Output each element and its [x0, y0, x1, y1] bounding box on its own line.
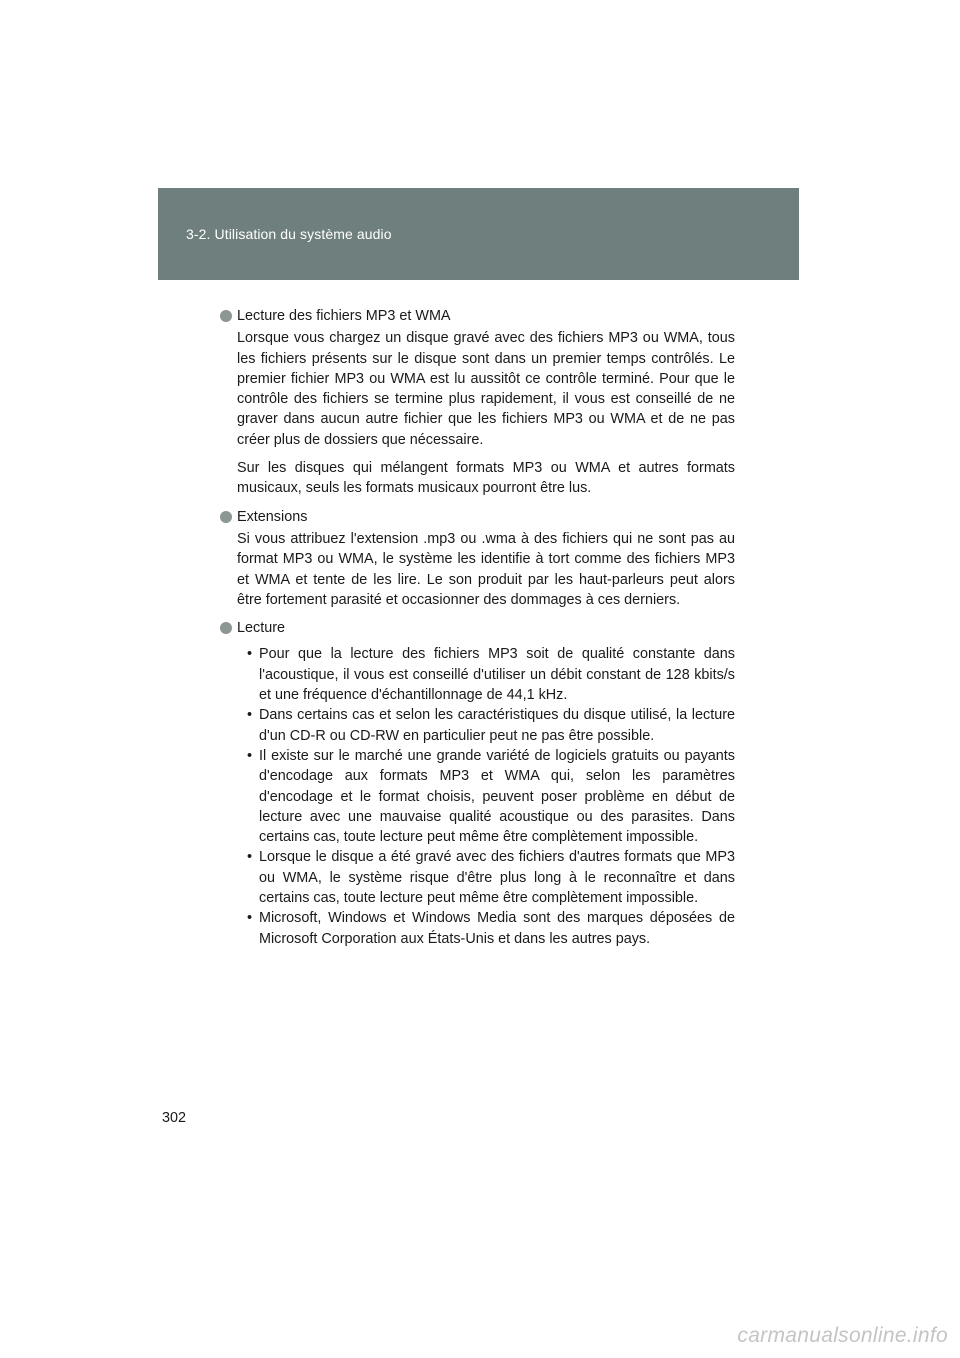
- circle-bullet-icon: [220, 310, 232, 322]
- section-heading-text: Lecture des fichiers MP3 et WMA: [237, 308, 451, 324]
- circle-bullet-icon: [220, 511, 232, 523]
- section-title: 3-2. Utilisation du système audio: [186, 226, 392, 242]
- list-item-text: Pour que la lecture des fichiers MP3 soit de qualité constante dans l'acoustique, il vous est conseillé d'utiliser un débit constant de 128 kbits/s et une fréquence d'échantillonnage de 44,1 kHz.: [259, 646, 735, 704]
- section-heading-mp3-wma: [220, 306, 735, 326]
- section-heading-extensions: [220, 507, 735, 527]
- list-item: [247, 644, 735, 705]
- watermark: carmanualsonline.info: [737, 1324, 948, 1347]
- paragraph: Si vous attribuez l'extension .mp3 ou .wma à des fichiers qui ne sont pas au format MP3 ou WMA, le système les identifie à tort comme des fichiers MP3 et WMA et tente de les lire. Le son produit par les haut-parleurs peut alors être fortement parasité et occasionner des dommages à ces derniers.: [237, 530, 735, 608]
- page-content: [220, 306, 735, 949]
- list-item-text: Il existe sur le marché une grande variété de logiciels gratuits ou payants d'encodage aux formats MP3 et WMA qui, selon les paramètres d'encodage et le format choisis, peuvent poser problème en début de lecture avec une mauvaise qualité acoustique ou des parasites. Dans certains cas, toute lecture peut même être complètement impossible.: [259, 747, 735, 846]
- list-item: [247, 746, 735, 847]
- paragraph: Sur les disques qui mélangent formats MP3 ou WMA et autres formats musicaux, seuls les formats musicaux pourront être lus.: [237, 460, 735, 497]
- section-heading-text: Extensions: [237, 508, 308, 525]
- list-item-text: Lorsque le disque a été gravé avec des fichiers d'autres formats que MP3 ou WMA, le système risque d'être plus long à le reconnaître et dans certains cas, toute lecture peut même être complètement impossible.: [259, 849, 735, 907]
- bullet-glyph: •: [247, 646, 253, 663]
- section-heading-lecture: [220, 618, 735, 638]
- list-item: [247, 705, 735, 746]
- section-heading-text: Lecture: [237, 620, 285, 637]
- bullet-glyph: •: [247, 707, 253, 724]
- bullet-list: [220, 644, 735, 948]
- paragraph: Lorsque vous chargez un disque gravé avec des fichiers MP3 ou WMA, tous les fichiers présents sur le disque sont dans un premier temps contrôlés. Le premier fichier MP3 ou WMA est lu aussitôt ce contrôle terminé. Pour que le contrôle des fichiers se termine plus rapidement, il vous est conseillé de ne graver dans aucun autre fichier que les fichiers MP3 ou WMA et de ne pas créer plus de dossiers que nécessaire.: [237, 330, 735, 448]
- list-item: [247, 847, 735, 908]
- section-header-band: [158, 188, 799, 280]
- circle-bullet-icon: [220, 622, 232, 634]
- list-item-text: Dans certains cas et selon les caractéristiques du disque utilisé, la lecture d'un CD-R ou CD-RW en particulier peut ne pas être possible.: [259, 707, 735, 744]
- list-item-text: Microsoft, Windows et Windows Media sont des marques déposées de Microsoft Corporation aux États-Unis et dans les autres pays.: [259, 910, 735, 947]
- bullet-glyph: •: [247, 747, 253, 764]
- page-number: 302: [162, 1110, 187, 1126]
- list-item: [247, 908, 735, 949]
- bullet-glyph: •: [247, 849, 253, 866]
- bullet-glyph: •: [247, 910, 253, 927]
